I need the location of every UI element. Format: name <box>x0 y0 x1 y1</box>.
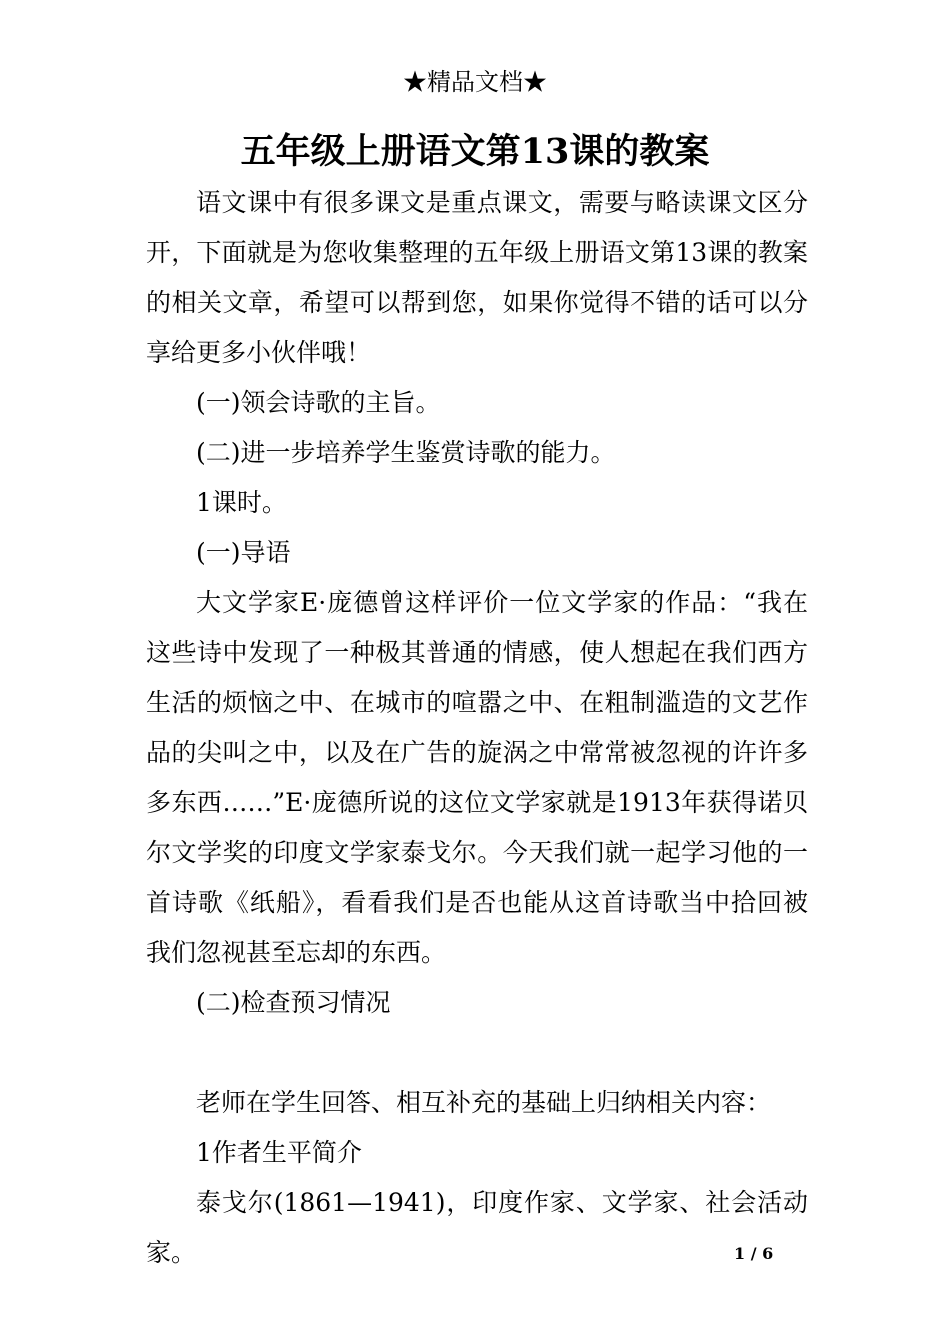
page-header: ★精品文档★ <box>403 68 547 96</box>
section-heading-preview: (二)检查预习情况 <box>196 988 391 1017</box>
class-hours-paragraph: 1课时。 <box>196 488 287 517</box>
intro-content-paragraph: 大文学家E·庞德曾这样评价一位文学家的作品：“我在这些诗中发现了一种极其普通的情感，使人想起在我们西方生活的烦恼之中、在城市的喧嚣之中、在粗制滥造的文艺作品的尖叫之中，以及在广告的旋涡之中常常被忽视的许许多多东西……”E·庞德所说的这位文学家就是1913年获得诺贝尔文学奖的印度文学家泰戈尔。今天我们就一起学习他的一首诗歌《纸船》，看看我们是否也能从这首诗歌当中拾回被我们忽视甚至忘却的东西。 <box>146 588 808 967</box>
author-paragraph: 泰戈尔(1861—1941)，印度作家、文学家、社会活动家。 <box>146 1188 808 1267</box>
page-number: 1 / 6 <box>734 1244 774 1263</box>
author-heading: 1作者生平简介 <box>196 1138 362 1167</box>
objective-paragraph-1: (一)领会诗歌的主旨。 <box>196 388 441 417</box>
intro-paragraph: 语文课中有很多课文是重点课文，需要与略读课文区分开，下面就是为您收集整理的五年级上册语文第13课的教案的相关文章，希望可以帮到您，如果你觉得不错的话可以分享给更多小伙伴哦！ <box>146 188 808 367</box>
blank-line <box>146 1028 808 1078</box>
document-title: 五年级上册语文第13课的教案 <box>240 131 710 172</box>
summary-paragraph: 老师在学生回答、相互补充的基础上归纳相关内容： <box>196 1088 772 1117</box>
objective-paragraph-2: (二)进一步培养学生鉴赏诗歌的能力。 <box>196 438 616 467</box>
section-heading-intro: (一)导语 <box>196 538 291 567</box>
document-body <box>146 178 808 1278</box>
